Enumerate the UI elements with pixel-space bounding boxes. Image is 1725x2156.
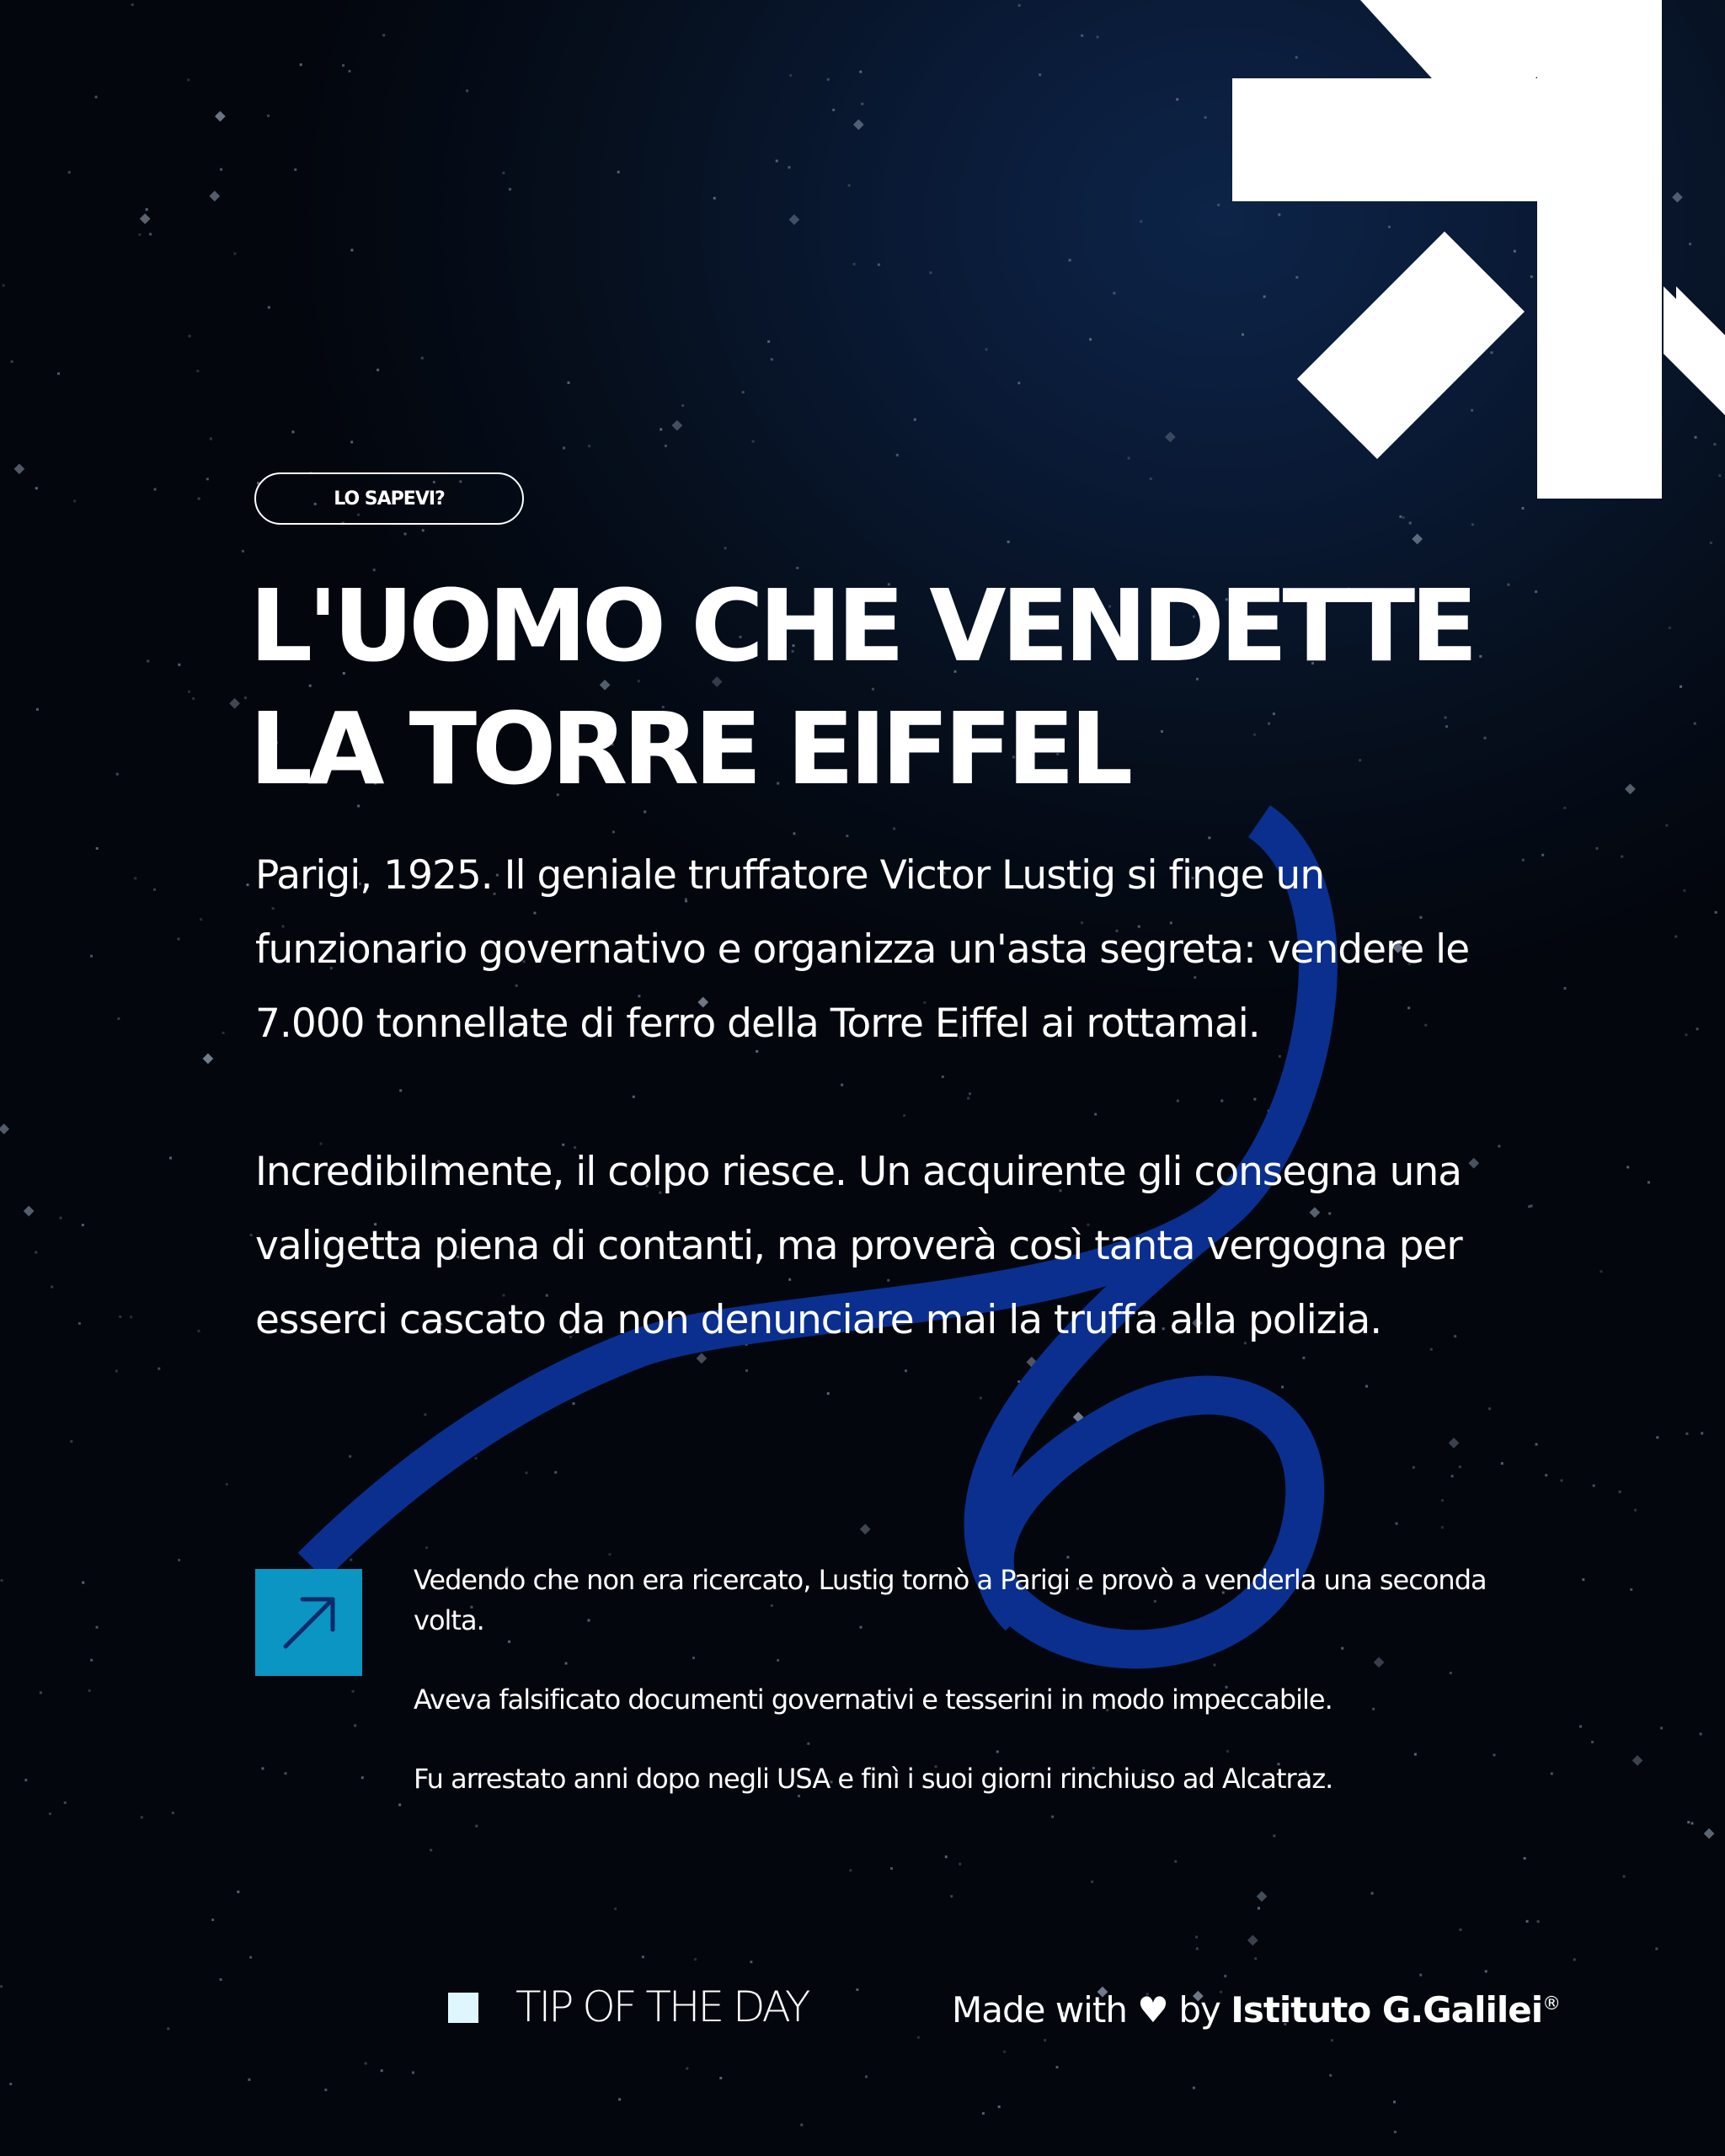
body-paragraph-1: Parigi, 1925. Il geniale truffatore Victor Lustig si finge un funzionario governativo e organizza un'asta segreta: vendere le 7.000 tonnellate di ferro della Torre Eiffel ai rottamai. (255, 852, 1470, 1047)
fact-item: Aveva falsificato documenti governativi e tesserini in modo impeccabile. (414, 1684, 1332, 1716)
extra-facts-list (414, 1560, 1509, 1838)
lo-sapevi-badge (254, 472, 524, 525)
brand-name: Istituto G.Galilei (1231, 1989, 1543, 2031)
square-bullet-icon (448, 1993, 478, 2023)
fact-item: Vedendo che non era ricercato, Lustig tornò a Parigi e provò a venderla una seconda volta. (414, 1564, 1487, 1636)
title-line-1: L'UOMO CHE VENDETTE (249, 568, 1473, 684)
heart-icon: ♥ (1137, 1989, 1168, 2031)
badge-label: LO SAPEVI? (334, 488, 445, 510)
arrow-up-right-icon (255, 1569, 362, 1676)
story-body (255, 839, 1544, 1358)
body-paragraph-2: Incredibilmente, il colpo riesce. Un acquirente gli consegna una valigetta piena di contanti, ma proverà così tanta vergogna per esserci cascato da non denunciare mai la truffa alla polizia. (255, 1149, 1462, 1343)
page-title (249, 564, 1563, 810)
title-line-2: LA TORRE EIFFEL (249, 691, 1129, 807)
fact-item: Fu arrestato anni dopo negli USA e finì i suoi giorni rinchiuso ad Alcatraz. (414, 1763, 1333, 1795)
by-text: by (1178, 1989, 1220, 2031)
registered-mark: ® (1542, 1993, 1561, 2015)
made-with-text: Made with (952, 1989, 1127, 2031)
tip-of-the-day-label: TIP OF THE DAY (515, 1983, 809, 2031)
made-with-credit (952, 1979, 1560, 2036)
